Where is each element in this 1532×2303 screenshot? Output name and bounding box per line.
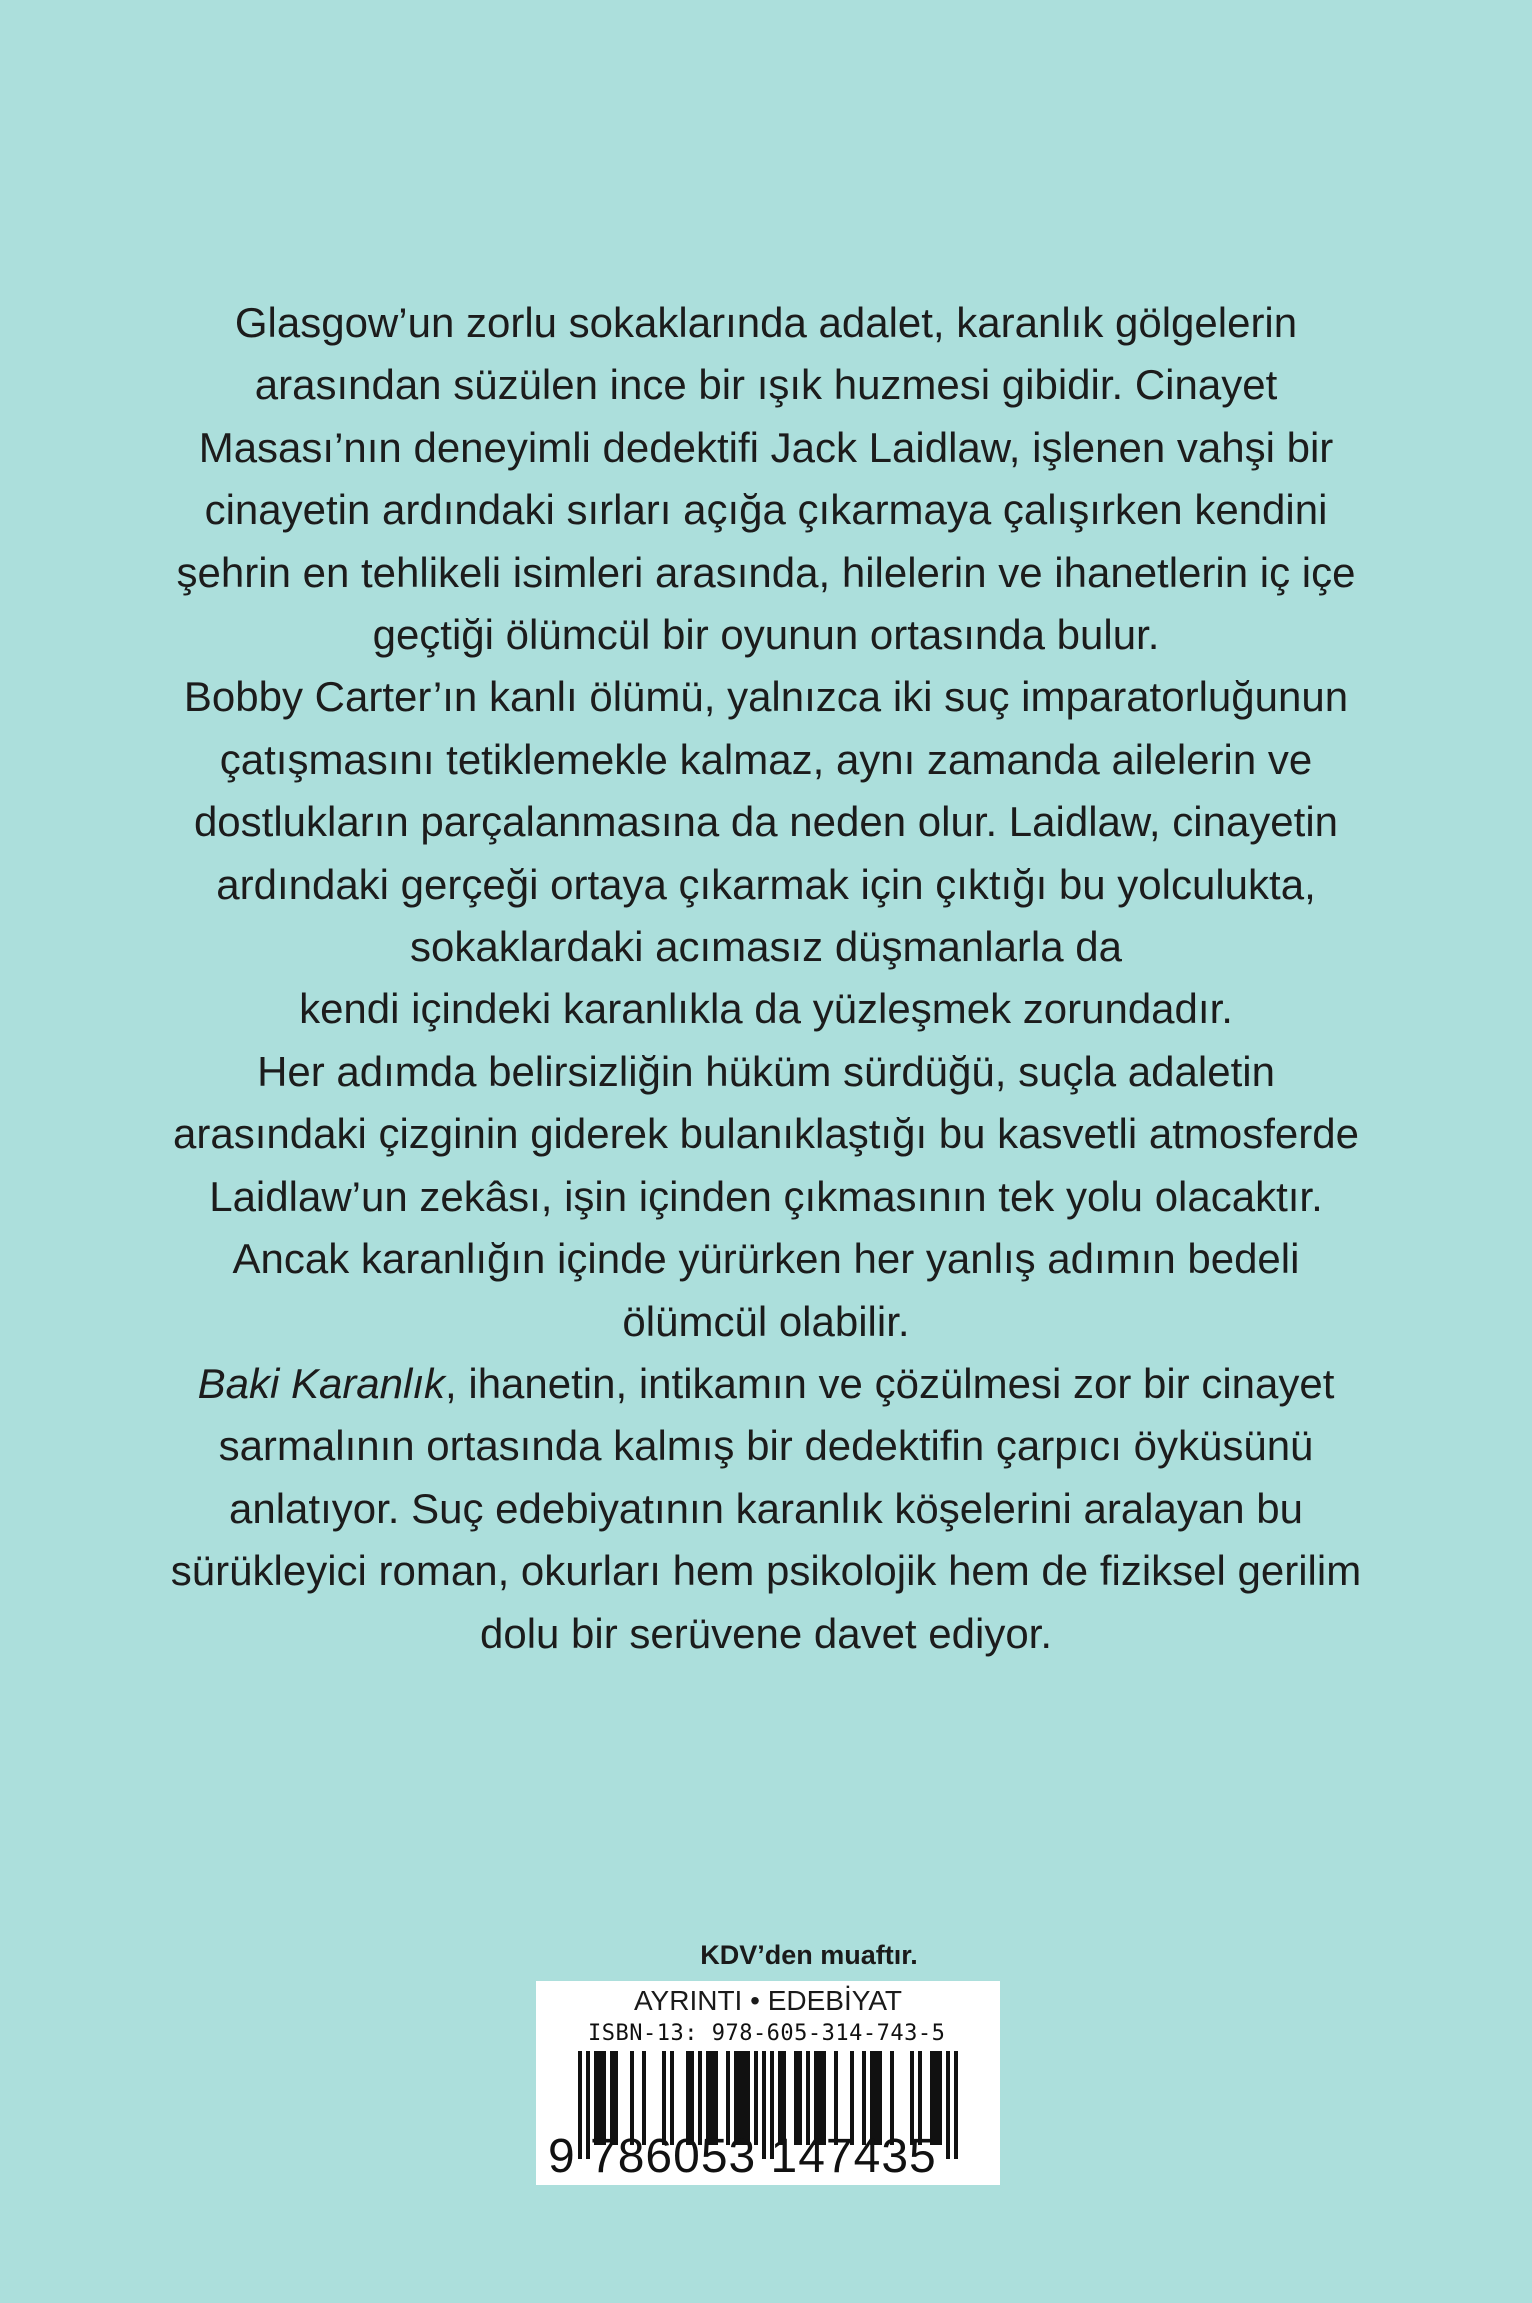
blurb-line: Bobby Carter’ın kanlı ölümü, yalnızca iki suç imparatorluğunun	[183, 673, 1349, 721]
back-cover-blurb	[80, 292, 1452, 1665]
blurb-line: dostlukların parçalanmasına da neden olur. Laidlaw, cinayetin	[193, 798, 1339, 846]
blurb-title-line	[80, 1353, 1452, 1415]
blurb-line: arasındaki çizginin giderek bulanıklaştığı bu kasvetli atmosferde	[173, 1110, 1359, 1158]
blurb-line: arasından süzülen ince bir ışık huzmesi gibidir. Cinayet	[254, 361, 1278, 409]
blurb-line: cinayetin ardındaki sırları açığa çıkarmaya çalışırken kendini	[204, 486, 1328, 534]
blurb-line: dolu bir serüvene davet ediyor.	[479, 1609, 1053, 1657]
blurb-line: ölümcül olabilir.	[622, 1297, 910, 1345]
ean-digits: 9 786053 147435	[548, 2130, 937, 2183]
isbn-label: ISBN-13: 978-605-314-743-5	[588, 2021, 946, 2046]
blurb-line: Masası’nın deneyimli dedektifi Jack Laidlaw, işlenen vahşi bir	[198, 423, 1334, 471]
blurb-line: çatışmasını tetiklemekle kalmaz, aynı zamanda ailelerin ve	[219, 735, 1313, 783]
blurb-line: Her adımda belirsizliğin hüküm sürdüğü, suçla adaletin	[257, 1047, 1275, 1095]
blurb-line: sokaklardaki acımasız düşmanlarla da	[410, 923, 1122, 971]
blurb-line: Ancak karanlığın içinde yürürken her yanlış adımın bedeli	[232, 1235, 1300, 1283]
blurb-line: geçtiği ölümcül bir oyunun ortasında bulur.	[372, 611, 1160, 659]
vat-exempt-note: KDV’den muaftır.	[700, 1940, 918, 1970]
blurb-title-line-rest: , ihanetin, intikamın ve çözülmesi zor bir cinayet	[445, 1359, 1335, 1407]
blurb-line: sürükleyici roman, okurları hem psikolojik hem de fiziksel gerilim	[170, 1547, 1362, 1595]
publisher-imprint: AYRINTI • EDEBİYAT	[633, 1985, 903, 2016]
blurb-line: Glasgow’un zorlu sokaklarında adalet, karanlık gölgelerin	[234, 299, 1298, 346]
blurb-line: kendi içindeki karanlıkla da yüzleşmek zorundadır.	[299, 985, 1233, 1033]
blurb-line: Laidlaw’un zekâsı, işin içinden çıkmasının tek yolu olacaktır.	[209, 1172, 1323, 1220]
blurb-line: anlatıyor. Suç edebiyatının karanlık köşelerini aralayan bu	[229, 1484, 1303, 1532]
blurb-line: sarmalının ortasında kalmış bir dedektifin çarpıcı öyküsünü	[218, 1422, 1314, 1470]
book-title: Baki Karanlık	[197, 1359, 446, 1407]
barcode-panel	[536, 1981, 1000, 2185]
blurb-line: ardındaki gerçeği ortaya çıkarmak için çıktığı bu yolculukta,	[216, 860, 1316, 908]
blurb-line: şehrin en tehlikeli isimleri arasında, hilelerin ve ihanetlerin iç içe	[176, 548, 1356, 596]
